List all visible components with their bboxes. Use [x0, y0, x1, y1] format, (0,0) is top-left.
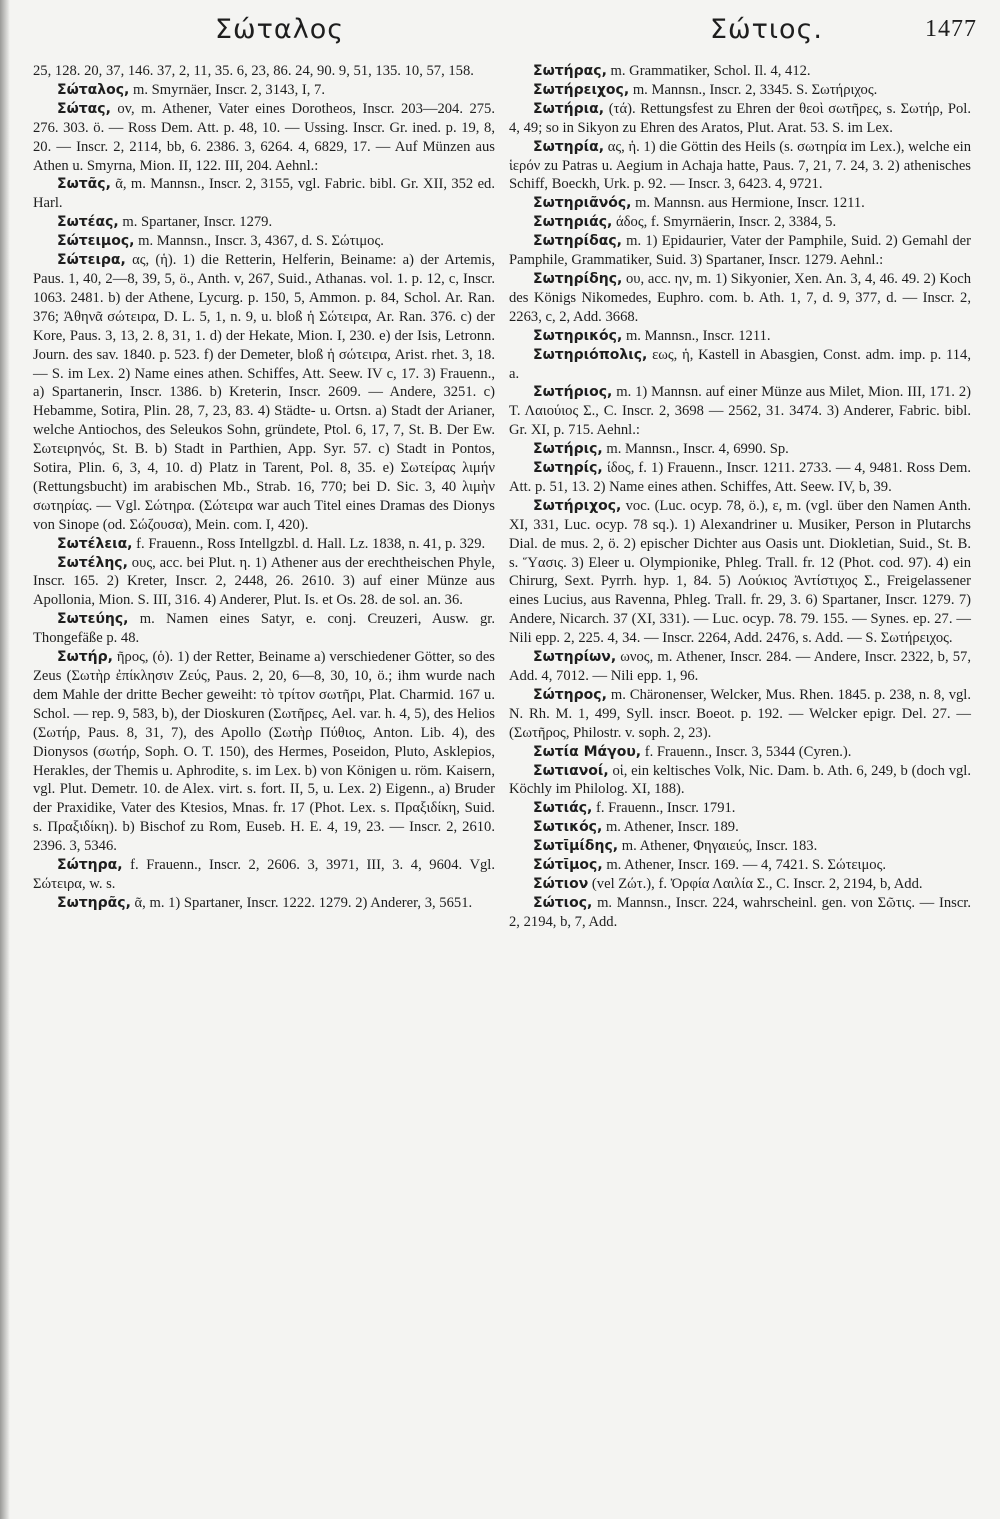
right-catchword: Σώτιος. — [710, 14, 824, 45]
entry-headword: Σωτήρια, — [533, 100, 605, 117]
dictionary-entry — [509, 743, 971, 762]
entry-body: m. 1) Epidaurier, Vater der Pamphile, Suid. 2) Gemahl der Pamphile, Grammatiker, Suid. 3) Spartaner, Inscr. 1279. Aehnl.: — [509, 233, 971, 269]
dictionary-entry — [33, 894, 495, 913]
entry-headword: Σωτηρίων, — [533, 649, 617, 666]
entry-headword: Σωτήρ, — [57, 649, 113, 666]
entry-headword: Σωτηριάς, — [533, 214, 613, 231]
dictionary-entry — [33, 535, 495, 554]
entry-body: ῆρος, (ὁ). 1) der Retter, Beiname a) verschiedener Götter, so des Zeus (Σωτὴρ ἐπίκλησιν Ζεύς, Paus. 2, 20, 6—8, 30, 10, ö.; ihm wurde nach dem Mahle der dritte Becher geweiht: τὸ τρίτον σωτῆρι, Plat. Charmid. 167 u. Schol. — rep. 9, 583, b), der Dioskuren (Σωτῆρες, Ael. var. h. 4, 5), des Helios (Σωτήρ, Paus. 8, 31, 7), des Apollo (Σωτὴρ Πύθιος, Anton. Lib. 4), des Dionysos (σωτήρ, Soph. O. T. 150), des Hermes, Poseidon, Pluto, Asklepios, Herakles, der Themis u. Aphrodite, s. im Lex. b) von Königen u. röm. Kaisern, vgl. Plut. Demetr. 10. de Alex. virt. s. fort. II, 5, u. Lex. 2) Eigenn., a) Bruder der Praxidike, Vater des Ktesios, Mnas. fr. 17 (Phot. Lex. s. Πραξιδίκη, Suid. s. Πραξιδίκη). b) Bischof zu Rom, Euseb. H. E. 4, 19, 23. — Inscr. 2, 2610. 2396. 3, 5346. — [33, 649, 495, 855]
page-number: 1477 — [925, 16, 977, 42]
entry-headword: Σώτιον — [533, 875, 589, 892]
dictionary-entry — [509, 648, 971, 686]
entry-headword: Σωτιάς, — [533, 800, 593, 817]
entry-body: ωνος, m. Athener, Inscr. 284. — Andere, Inscr. 2322, b, 57, Add. 4, 7012. — Nili epp. 1, 96. — [509, 649, 971, 684]
entry-body: m. Chäronenser, Welcker, Mus. Rhen. 1845. p. 238, n. 8, vgl. N. Rh. M. 1, 499, Syll. inscr. Boeot. p. 192. — Welcker epigr. Del. 27. — (Σωτῆρος, Philostr. v. soph. 2, 23). — [509, 686, 971, 741]
entry-headword: Σώτηρα, — [57, 857, 123, 874]
dictionary-entry — [33, 251, 495, 535]
entry-body: m. Mannsn., Inscr. 2, 3345. S. Σωτήριχος. — [629, 81, 878, 98]
entry-headword: Σώτειμος, — [57, 233, 135, 250]
dictionary-entry — [509, 81, 971, 100]
entry-body: ας, (ἡ). 1) die Retterin, Helferin, Beiname: a) der Artemis, Paus. 1, 40, 2—8, 39, 5, ö., Anth. v, 267, Suid., Athanas. vol. 1. p. 12, c, Inscr. 1063. 2481. b) der Athene, Lycurg. p. 150, 5, Ammon. p. 84, Schol. Ar. Ran. 376; Ἀθηνᾶ σώτειρα, D. L. 5, 1, n. 9, u. bloß ἡ Σώτειρα, Ar. Ran. 376. c) der Kore, Paus. 3, 13, 2. 8, 31, 1. d) der Hekate, Mion. I, 230. e) der Isis, Letronn. Journ. des sav. 1840. p. 523. f) der Demeter, bloß ἡ σώτειρα, Arist. rhet. 3, 18. — S. im Lex. 2) Name eines athen. Schiffes, Att. Seew. IV c, 17. 3) Frauenn., a) Spartanerin, Inscr. 1386. b) Kreterin, Inscr. 2609. — Andere, 3251. c) Hebamme, Sotira, Plin. 28, 7, 23, 83. 4) Städte- u. Ortsn. a) Stadt der Arianer, welche Antiochos, des Seleukos Sohn, gründete, Ptol. 6, 17, 7, St. B. Der Ew. Σωτειρηνός, St. B. b) Stadt in Parthien, App. Syr. 57. c) Stadt in Pontos, Sotira, Plin. 6, 3, 4, 10. d) Platz in Tarent, Pol. 8, 35. e) Σωτείρας λιμήν (Rettungsbucht) im arabischen Mb., Strab. 16, 770; bei D. Sic. 3, 40 λιμὴν σωτηρίας. — Vgl. Σώτηρα. (Σώτειρα war auch Titel eines Dramas des Dionys von Sinope (od. Σώζουσα), Mein. com. I, 420). — [33, 252, 495, 533]
dictionary-entry — [509, 459, 971, 497]
entry-body: (vel Ζώτ.), f. Ὀρφία Λαιλία Σ., C. Inscr. 2, 2194, b, Add. — [588, 875, 923, 892]
dictionary-entry — [509, 875, 971, 894]
entry-headword: Σώτῑμος, — [533, 857, 603, 874]
entry-body: m. Mannsn. aus Hermione, Inscr. 1211. — [631, 195, 865, 212]
entry-body: ους, acc. bei Plut. η. 1) Athener aus der erechtheischen Phyle, Inscr. 165. 2) Kreter, Inscr. 2, 2448, 26. 2610. 3) auf einer Münze aus Apollonia, Mion. S. III, 316. 4) Anderer, Plut. Is. et Os. 28. de sol. an. 36. — [33, 554, 495, 609]
entry-headword: Σωτικός, — [533, 819, 603, 836]
entry-headword: Σωτήριος, — [533, 384, 613, 401]
dictionary-entry — [509, 686, 971, 743]
entry-body: 25, 128. 20, 37, 146. 37, 2, 11, 35. 6, 23, 86. 24, 90. 9, 51, 135. 10, 57, 158. — [33, 63, 474, 79]
entry-body: οἱ, ein keltisches Volk, Nic. Dam. b. Ath. 6, 249, b (doch vgl. Köchly im Philolog. XI, 188). — [509, 762, 971, 798]
dictionary-entry — [509, 856, 971, 875]
entry-headword: Σώτηρος, — [533, 686, 607, 703]
entry-headword: Σωτήρις, — [533, 441, 603, 458]
dictionary-entry — [509, 383, 971, 440]
left-column — [33, 62, 495, 913]
entry-body: voc. (Luc. ocyp. 78, ö.), ε, m. (vgl. über den Namen Anth. XI, 331, Luc. ocyp. 78 sq.). 1) Alexandriner u. Musiker, Person in Plutarchs Dial. de mus. 2, ö. 2) epischer Dichter aus Oasis unt. Diokletian, Suid., St. B. s. Ὕασις. 3) Eleer u. Olympionike, Phleg. Trall. fr. 12 (Phot. cod. 97). 4) ein Chirurg, Sext. Pyrrh. hyp. 1, 84. 5) Λούκιος Ἀντίστιχος Σ., Freigelassener eines Lucius, aus Ravenna, Phleg. Trall. fr. 29, 3. 6) Spartaner, Inscr. 1279. 7) Andere, Nicarch. 37 (XI, 331). — Luc. ocyp. 78. 79. 155. — Synes. ep. 27. — Nili epp. 2, 225. 4, 34. — Inscr. 2264, Add. 2476, s. Add. — S. Σωτήρειχος. — [509, 497, 971, 647]
entry-body: άδος, f. Smyrnäerin, Inscr. 2, 3384, 5. — [612, 214, 837, 231]
dictionary-entry — [33, 232, 495, 251]
entry-headword: Σωτηρᾶς, — [57, 894, 131, 911]
dictionary-entry — [33, 648, 495, 856]
dictionary-entry — [509, 837, 971, 856]
entry-headword: Σωτηριᾶνός, — [533, 195, 632, 212]
entry-headword: Σωτήρειχος, — [533, 81, 630, 98]
entry-headword: Σωτᾶς, — [57, 176, 111, 193]
dictionary-entry — [509, 270, 971, 327]
entry-headword: Σώταλος, — [57, 81, 130, 98]
entry-headword: Σώτειρα, — [57, 252, 126, 269]
entry-body: ίδος, f. 1) Frauenn., Inscr. 1211. 2733. — 4, 9481. Ross Dem. Att. p. 51, 13. 2) Name eines athen. Schiffes, Att. Seew. IV, b, 39. — [509, 460, 971, 495]
book-gutter-shadow — [0, 0, 10, 1519]
entry-body: f. Frauenn., Ross Intellgzbl. d. Hall. Lz. 1838, n. 41, p. 329. — [132, 535, 486, 552]
left-catchword: Σώταλος — [215, 14, 345, 45]
dictionary-entry — [509, 327, 971, 346]
dictionary-entry — [509, 894, 971, 932]
entry-headword: Σωτῑμίδης, — [533, 838, 619, 855]
entry-body: ov, m. Athener, Vater eines Dorotheos, Inscr. 203—204. 275. 276. 303. ö. — Ross Dem. Att. p. 48, 10. — Ussing. Inscr. Gr. ined. p. 19, 8, 20. — Inscr. 2, 2114, bb, 6. 2386. 3, 6264. 4, 6829, 17. — Auf Münzen aus Athen u. Smyrna, Mion. II, 122. III, 204. Aehnl.: — [33, 100, 495, 174]
entry-body: m. Grammatiker, Schol. Il. 4, 412. — [606, 63, 811, 79]
entry-headword: Σωτήρας, — [533, 63, 607, 79]
entry-headword: Σωτεύης, — [57, 611, 129, 628]
dictionary-entry — [33, 554, 495, 611]
entry-body: m. Namen eines Satyr, e. conj. Creuzeri, Ausw. gr. Thongefäße p. 48. — [33, 611, 495, 647]
entry-body: ᾶ, m. 1) Spartaner, Inscr. 1222. 1279. 2) Anderer, 3, 5651. — [130, 894, 473, 911]
entry-body: εως, ἡ, Kastell in Abasgien, Const. adm. imp. p. 114, a. — [509, 346, 971, 382]
entry-body: m. Mannsn., Inscr. 1211. — [622, 327, 771, 344]
entry-headword: Σωτήριχος, — [533, 497, 622, 514]
entry-body: m. Athener, Φηγαιεύς, Inscr. 183. — [618, 838, 818, 855]
entry-headword: Σωτιανοί, — [533, 762, 609, 779]
dictionary-entry — [509, 818, 971, 837]
entry-headword: Σωτηριόπολις, — [533, 346, 648, 363]
entry-body: m. Mannsn., Inscr. 4, 6990. Sp. — [602, 441, 789, 458]
dictionary-entry — [33, 100, 495, 176]
entry-headword: Σώτιος, — [533, 894, 593, 911]
dictionary-entry — [33, 81, 495, 100]
dictionary-entry — [509, 346, 971, 384]
entry-body: m. 1) Mannsn. auf einer Münze aus Milet, Mion. III, 171. 2) Τ. Λαιούιος Σ., C. Inscr. 2, 3698 — 2562, 31. 3474. 3) Anderer, Fabric. bibl. Gr. XI, p. 715. Aehnl.: — [509, 384, 971, 439]
entry-body: m. Spartaner, Inscr. 1279. — [118, 214, 273, 231]
entry-body: ᾶ, m. Mannsn., Inscr. 2, 3155, vgl. Fabric. bibl. Gr. XII, 352 ed. Harl. — [33, 176, 495, 212]
page-header — [0, 14, 1000, 54]
dictionary-entry — [33, 213, 495, 232]
dictionary-entry — [509, 232, 971, 270]
entry-headword: Σωτηρίς, — [533, 460, 603, 477]
entry-headword: Σωτέλεια, — [57, 535, 133, 552]
dictionary-entry — [33, 62, 495, 81]
entry-headword: Σωτηρικός, — [533, 327, 623, 344]
dictionary-entry — [509, 213, 971, 232]
entry-body: ου, acc. ην, m. 1) Sikyonier, Xen. An. 3, 4, 46. 49. 2) Koch des Königs Nikomedes, Euphro. com. b. Ath. 1, 7, d. 9, 377, d. — Inscr. 2, 2263, c, 2, Add. 3668. — [509, 270, 971, 325]
entry-body: (τά). Rettungsfest zu Ehren der θεοὶ σωτῆρες, s. Σωτήρ, Pol. 4, 49; so in Sikyon zu Ehren des Aratos, Plut. Arat. 53. S. im Lex. — [509, 100, 971, 136]
right-column — [509, 62, 971, 932]
dictionary-entry — [509, 62, 971, 81]
entry-body: m. Athener, Inscr. 169. — 4, 7421. S. Σώτειμος. — [602, 857, 887, 874]
entry-headword: Σωτηρίδας, — [533, 233, 622, 250]
entry-body: f. Frauenn., Inscr. 3, 5344 (Cyren.). — [641, 743, 852, 760]
entry-body: m. Athener, Inscr. 189. — [602, 819, 739, 836]
entry-body: m. Smyrnäer, Inscr. 2, 3143, I, 7. — [129, 81, 325, 98]
dictionary-entry — [509, 138, 971, 195]
dictionary-entry — [33, 856, 495, 894]
entry-body: ας, ἡ. 1) die Göttin des Heils (s. σωτηρία im Lex.), welche ein ἱερόν zu Patras u. Aegium in Achaja hatte, Paus. 7, 21, 7. 24, 3. 2) athenisches Schiff, Boeckh, Urk. p. 92. — Inscr. 3, 6423. 4, 9721. — [509, 138, 971, 193]
entry-headword: Σωτηρία, — [533, 138, 605, 155]
dictionary-entry — [509, 497, 971, 648]
entry-headword: Σώτας, — [57, 100, 111, 117]
dictionary-entry — [509, 440, 971, 459]
entry-body: f. Frauenn., Inscr. 2, 2606. 3, 3971, III, 3. 4, 9604. Vgl. Σώτειρα, w. s. — [33, 857, 495, 892]
entry-headword: Σωτία Μάγου, — [533, 743, 642, 760]
dictionary-entry — [509, 762, 971, 800]
dictionary-entry — [509, 194, 971, 213]
entry-headword: Σωτέας, — [57, 214, 119, 231]
dictionary-entry — [509, 799, 971, 818]
entry-headword: Σωτηρίδης, — [533, 270, 623, 287]
entry-headword: Σωτέλης, — [57, 554, 128, 571]
dictionary-entry — [509, 100, 971, 138]
entry-body: m. Mannsn., Inscr. 224, wahrscheinl. gen. von Σῶτις. — Inscr. 2, 2194, b, 7, Add. — [509, 894, 971, 930]
entry-body: m. Mannsn., Inscr. 3, 4367, d. S. Σώτιμος. — [134, 233, 384, 250]
dictionary-entry — [33, 610, 495, 648]
entry-body: f. Frauenn., Inscr. 1791. — [592, 800, 736, 817]
dictionary-entry — [33, 175, 495, 213]
